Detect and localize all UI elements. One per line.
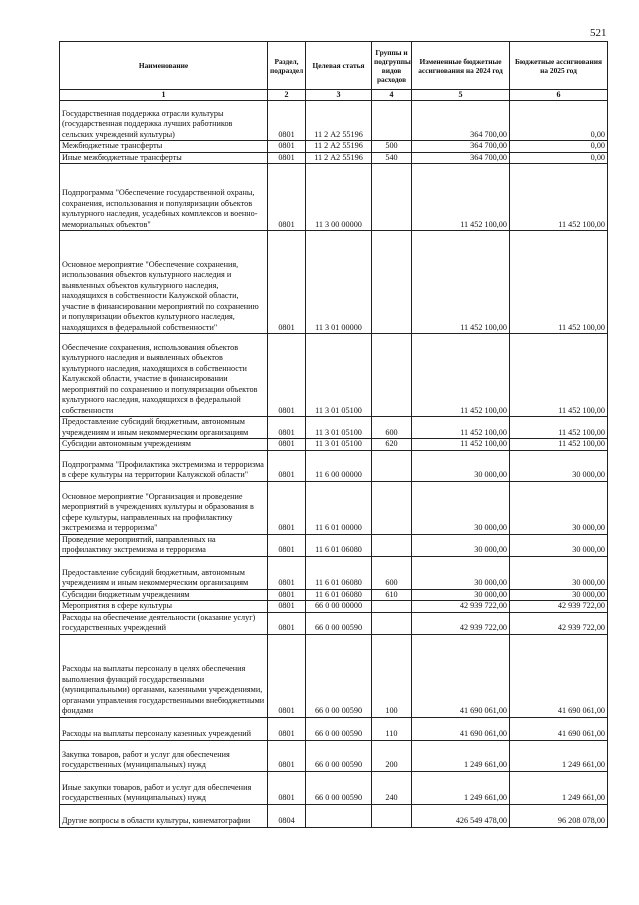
row-amount-2024: 364 700,00 — [412, 101, 510, 141]
row-amount-2024: 30 000,00 — [412, 556, 510, 589]
row-target: 11 3 01 05100 — [306, 439, 372, 451]
row-amount-2025: 30 000,00 — [510, 481, 608, 534]
row-target: 66 0 00 00590 — [306, 771, 372, 804]
row-target: 11 3 01 05100 — [306, 334, 372, 417]
row-amount-2024: 364 700,00 — [412, 141, 510, 153]
row-group: 620 — [372, 439, 412, 451]
budget-table — [59, 41, 608, 828]
table-row — [60, 439, 608, 451]
row-section: 0801 — [268, 334, 306, 417]
row-target: 11 2 А2 55196 — [306, 152, 372, 164]
row-name: Иные межбюджетные трансферты — [60, 152, 268, 164]
row-section: 0801 — [268, 439, 306, 451]
row-amount-2025: 1 249 661,00 — [510, 740, 608, 771]
row-target: 11 3 01 05100 — [306, 417, 372, 439]
header-section: Раздел, подраздел — [268, 42, 306, 90]
row-name: Обеспечение сохранения, использования объектов культурного наследия и выявленных объектов культурного наследия, находящихся в собственности Калужской области, участие в финансировании мероприятий по сохранению и популяризации объектов культурного наследия, находящихся в федеральной собственности — [60, 334, 268, 417]
row-name: Предоставление субсидий бюджетным, автономным учреждениям и иным некоммерческим организациям — [60, 556, 268, 589]
row-amount-2024: 1 249 661,00 — [412, 771, 510, 804]
row-section: 0801 — [268, 717, 306, 740]
row-target: 11 3 01 00000 — [306, 231, 372, 334]
row-amount-2025: 42 939 722,00 — [510, 612, 608, 634]
row-section: 0801 — [268, 740, 306, 771]
row-amount-2024: 11 452 100,00 — [412, 417, 510, 439]
row-amount-2025: 30 000,00 — [510, 534, 608, 556]
row-group: 500 — [372, 141, 412, 153]
row-name: Государственная поддержка отрасли культуры (государственная поддержка лучших работников сельских учреждений культуры) — [60, 101, 268, 141]
row-section: 0801 — [268, 141, 306, 153]
row-section: 0801 — [268, 601, 306, 613]
table-row — [60, 417, 608, 439]
table-row — [60, 634, 608, 717]
row-amount-2025: 11 452 100,00 — [510, 231, 608, 334]
row-amount-2024: 41 690 061,00 — [412, 717, 510, 740]
row-amount-2025: 30 000,00 — [510, 450, 608, 481]
row-name: Другие вопросы в области культуры, кинематографии — [60, 804, 268, 827]
row-name: Иные закупки товаров, работ и услуг для обеспечения государственных (муниципальных) нужд — [60, 771, 268, 804]
row-section: 0801 — [268, 481, 306, 534]
row-section: 0801 — [268, 556, 306, 589]
column-number: 2 — [268, 90, 306, 101]
row-group: 540 — [372, 152, 412, 164]
row-group — [372, 450, 412, 481]
row-amount-2024: 30 000,00 — [412, 589, 510, 601]
header-target: Целевая статья — [306, 42, 372, 90]
row-group — [372, 101, 412, 141]
table-row — [60, 164, 608, 231]
row-amount-2025: 11 452 100,00 — [510, 334, 608, 417]
row-target: 66 0 00 00590 — [306, 634, 372, 717]
row-section: 0801 — [268, 417, 306, 439]
row-target: 11 6 01 06080 — [306, 589, 372, 601]
row-amount-2024: 30 000,00 — [412, 534, 510, 556]
table-row — [60, 101, 608, 141]
row-target: 11 6 01 00000 — [306, 481, 372, 534]
row-group — [372, 612, 412, 634]
row-target — [306, 804, 372, 827]
row-amount-2024: 30 000,00 — [412, 481, 510, 534]
row-amount-2024: 41 690 061,00 — [412, 634, 510, 717]
row-name: Межбюджетные трансферты — [60, 141, 268, 153]
row-amount-2025: 41 690 061,00 — [510, 717, 608, 740]
row-amount-2024: 364 700,00 — [412, 152, 510, 164]
row-group: 600 — [372, 556, 412, 589]
row-group: 100 — [372, 634, 412, 717]
row-name: Расходы на выплаты персоналу в целях обеспечения выполнения функций государственными (муниципальными) органами, казенными учреждениями, органами управления государственными внебюджетными фондами — [60, 634, 268, 717]
row-name: Закупка товаров, работ и услуг для обеспечения государственных (муниципальных) нужд — [60, 740, 268, 771]
row-amount-2025: 0,00 — [510, 141, 608, 153]
row-name: Субсидии бюджетным учреждениям — [60, 589, 268, 601]
table-row — [60, 152, 608, 164]
page-number: 521 — [590, 27, 607, 39]
row-target: 11 6 01 06080 — [306, 534, 372, 556]
table-row — [60, 534, 608, 556]
row-group — [372, 534, 412, 556]
row-section: 0801 — [268, 634, 306, 717]
row-name: Расходы на обеспечение деятельности (оказание услуг) государственных учреждений — [60, 612, 268, 634]
row-amount-2025: 42 939 722,00 — [510, 601, 608, 613]
table-row — [60, 481, 608, 534]
table-row — [60, 450, 608, 481]
row-amount-2024: 11 452 100,00 — [412, 164, 510, 231]
row-amount-2025: 1 249 661,00 — [510, 771, 608, 804]
column-numbers-row — [60, 90, 608, 101]
row-section: 0801 — [268, 612, 306, 634]
table-row — [60, 601, 608, 613]
table-row — [60, 334, 608, 417]
header-name: Наименование — [60, 42, 268, 90]
row-amount-2025: 0,00 — [510, 152, 608, 164]
row-group — [372, 231, 412, 334]
header-amount-2025: Бюджетные ассигнования на 2025 год — [510, 42, 608, 90]
row-section: 0801 — [268, 164, 306, 231]
row-name: Расходы на выплаты персоналу казенных учреждений — [60, 717, 268, 740]
row-target: 11 2 А2 55196 — [306, 101, 372, 141]
row-section: 0801 — [268, 231, 306, 334]
row-group — [372, 804, 412, 827]
row-section: 0801 — [268, 152, 306, 164]
row-amount-2024: 11 452 100,00 — [412, 231, 510, 334]
column-number: 5 — [412, 90, 510, 101]
row-section: 0801 — [268, 534, 306, 556]
table-row — [60, 141, 608, 153]
table-row — [60, 589, 608, 601]
row-amount-2025: 41 690 061,00 — [510, 634, 608, 717]
table-row — [60, 804, 608, 827]
row-amount-2025: 11 452 100,00 — [510, 439, 608, 451]
row-name: Подпрограмма "Обеспечение государственной охраны, сохранения, использования и популяризации объектов культурного наследия, усадебных комплексов и военно-мемориальных объектов" — [60, 164, 268, 231]
row-name: Подпрограмма "Профилактика экстремизма и терроризма в сфере культуры на территории Калужской области" — [60, 450, 268, 481]
row-group: 610 — [372, 589, 412, 601]
table-header-row — [60, 42, 608, 90]
table-row — [60, 771, 608, 804]
row-target: 11 6 00 00000 — [306, 450, 372, 481]
table-row — [60, 740, 608, 771]
row-amount-2024: 11 452 100,00 — [412, 439, 510, 451]
row-name: Мероприятия в сфере культуры — [60, 601, 268, 613]
row-target: 11 6 01 06080 — [306, 556, 372, 589]
row-name: Субсидии автономным учреждениям — [60, 439, 268, 451]
row-target: 66 0 00 00000 — [306, 601, 372, 613]
row-amount-2024: 426 549 478,00 — [412, 804, 510, 827]
row-amount-2024: 11 452 100,00 — [412, 334, 510, 417]
header-amount-2024: Измененные бюджетные ассигнования на 2024 год — [412, 42, 510, 90]
row-group: 600 — [372, 417, 412, 439]
row-amount-2024: 42 939 722,00 — [412, 601, 510, 613]
row-group: 240 — [372, 771, 412, 804]
row-group — [372, 164, 412, 231]
row-target: 11 3 00 00000 — [306, 164, 372, 231]
row-section: 0801 — [268, 450, 306, 481]
row-name: Предоставление субсидий бюджетным, автономным учреждениям и иным некоммерческим организациям — [60, 417, 268, 439]
row-amount-2025: 0,00 — [510, 101, 608, 141]
row-amount-2024: 30 000,00 — [412, 450, 510, 481]
row-amount-2024: 1 249 661,00 — [412, 740, 510, 771]
row-name: Проведение мероприятий, направленных на профилактику экстремизма и терроризма — [60, 534, 268, 556]
row-target: 66 0 00 00590 — [306, 717, 372, 740]
table-body — [60, 101, 608, 828]
header-group: Группы и подгруппы видов расходов — [372, 42, 412, 90]
row-group: 200 — [372, 740, 412, 771]
row-amount-2025: 30 000,00 — [510, 589, 608, 601]
table-row — [60, 717, 608, 740]
row-amount-2025: 96 208 078,00 — [510, 804, 608, 827]
table-row — [60, 231, 608, 334]
row-group — [372, 481, 412, 534]
row-amount-2025: 30 000,00 — [510, 556, 608, 589]
row-name: Основное мероприятие "Обеспечение сохранения, использования объектов культурного наследия и выявленных объектов культурного наследия, находящихся в собственности Калужской области, участие в финансировании мероприятий по сохранению и популяризации объектов культурного наследия, находящихся в федеральной собственности" — [60, 231, 268, 334]
row-section: 0801 — [268, 771, 306, 804]
row-section: 0804 — [268, 804, 306, 827]
row-group — [372, 601, 412, 613]
column-number: 6 — [510, 90, 608, 101]
row-amount-2025: 11 452 100,00 — [510, 164, 608, 231]
row-name: Основное мероприятие "Организация и проведение мероприятий в учреждениях культуры и образования в сфере культуры, направленных на профилактику экстремизма и терроризма" — [60, 481, 268, 534]
column-number: 1 — [60, 90, 268, 101]
row-amount-2024: 42 939 722,00 — [412, 612, 510, 634]
row-section: 0801 — [268, 101, 306, 141]
row-target: 66 0 00 00590 — [306, 740, 372, 771]
row-target: 11 2 А2 55196 — [306, 141, 372, 153]
row-section: 0801 — [268, 589, 306, 601]
row-group — [372, 334, 412, 417]
row-group: 110 — [372, 717, 412, 740]
column-number: 4 — [372, 90, 412, 101]
row-target: 66 0 00 00590 — [306, 612, 372, 634]
table-row — [60, 612, 608, 634]
column-number: 3 — [306, 90, 372, 101]
table-row — [60, 556, 608, 589]
row-amount-2025: 11 452 100,00 — [510, 417, 608, 439]
